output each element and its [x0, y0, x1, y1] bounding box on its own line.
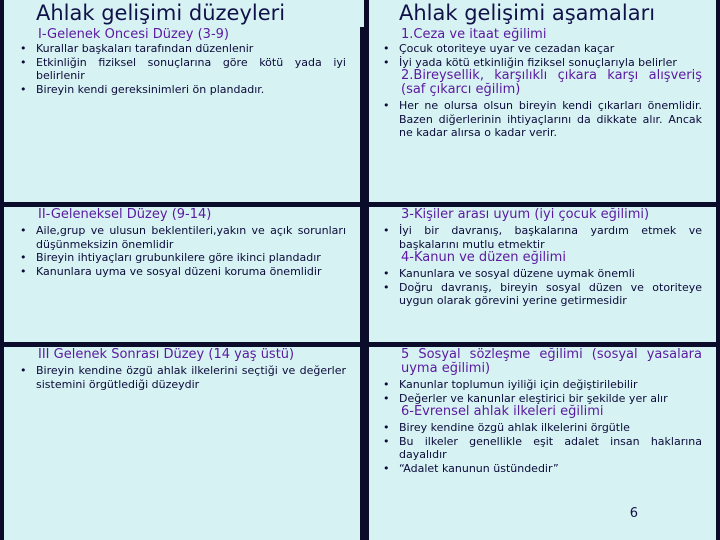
- level-3-title: III Gelenek Sonrası Düzey (14 yaş üstü): [38, 347, 295, 362]
- level-2-item: • Kanunlara uyma ve sosyal düzeni koruma önemlidir: [18, 265, 346, 279]
- level-1-item: • Kurallar başkaları tarafından düzenlenir: [18, 42, 346, 56]
- stages-1-2-cell: [369, 27, 716, 202]
- level-3-item: • Bireyin kendine özgü ahlak ilkelerini seçtiği ve değerler sistemini örgütlediği düzeydir: [18, 364, 346, 391]
- stage-1-title: 1.Ceza ve itaat eğilimi: [401, 27, 547, 42]
- stages-3-4-cell: [369, 207, 716, 342]
- level-2-item: • Aile,grup ve ulusun beklentileri,yakın ve açık sorunları düşünmeksizin önemlidir: [18, 224, 346, 251]
- left-header-bar: [4, 0, 364, 27]
- stage-6-item: • Birey kendine özgü ahlak ilkelerini örgütle: [381, 421, 702, 435]
- stage-4-item: • Kanunlara ve sosyal düzene uymak önemli: [381, 267, 702, 281]
- stages-5-6-cell: [369, 347, 716, 540]
- stage-3-title: 3-Kişiler arası uyum (iyi çocuk eğilimi): [401, 207, 650, 222]
- stage-5-title: 5 Sosyal sözleşme eğilimi (sosyal yasalara uyma eğilimi): [401, 347, 702, 376]
- stage-2-item: • Her ne olursa olsun bireyin kendi çıkarları önemlidir. Bazen diğerlerinin ihtiyaçlarını da dikkate alır. Ancak ne kadar alırsa o kadar verir.: [381, 99, 702, 140]
- level-3-cell: [4, 347, 360, 540]
- stage-6-item: • “Adalet kanunun üstündedir”: [381, 462, 702, 476]
- level-2-title: II-Geleneksel Düzey (9-14): [38, 207, 212, 222]
- page-number: 6: [629, 506, 638, 521]
- level-2-item: • Bireyin ihtiyaçları grubunkilere göre ikinci plandadır: [18, 251, 346, 265]
- level-1-item: • Bireyin kendi gereksinimleri ön plandadır.: [18, 83, 346, 97]
- stage-3-item: • İyi bir davranış, başkalarına yardım etmek ve başkalarını mutlu etmektir: [381, 224, 702, 251]
- stage-2-title: 2.Bireysellik, karşılıklı çıkara karşı alışveriş (saf çıkarcı eğilim): [401, 68, 702, 98]
- stage-6-title: 6-Evrensel ahlak ilkeleri eğilimi: [401, 404, 604, 420]
- stage-5-item: • Değerler ve kanunlar eleştirici bir şekilde yer alır: [381, 392, 702, 406]
- stage-4-item: • Doğru davranış, bireyin sosyal düzen ve otoriteye uygun olarak görevini yerine getirmesidir: [381, 281, 702, 308]
- level-1-title: I-Gelenek Öncesi Düzey (3-9): [38, 27, 229, 42]
- level-2-cell: [4, 207, 360, 342]
- level-1-cell: [4, 27, 360, 202]
- right-header-bar: [369, 0, 716, 27]
- level-1-item: • Etkinliğin fiziksel sonuçlarına göre kötü yada iyi belirlenir: [18, 56, 346, 83]
- left-header-title: Ahlak gelişimi düzeyleri: [36, 1, 286, 25]
- stage-6-item: • Bu ilkeler genellikle eşit adalet insan haklarına dayalıdır: [381, 435, 702, 462]
- stage-1-item: • Çocuk otoriteye uyar ve cezadan kaçar: [381, 42, 702, 56]
- stage-5-item: • Kanunlar toplumun iyiliği için değiştirilebilir: [381, 378, 702, 392]
- right-header-title: Ahlak gelişimi aşamaları: [399, 1, 656, 25]
- stage-4-title: 4-Kanun ve düzen eğilimi: [401, 250, 566, 266]
- stage-1-item: • İyi yada kötü etkinliğin fiziksel sonuçlarıyla belirler: [381, 56, 702, 70]
